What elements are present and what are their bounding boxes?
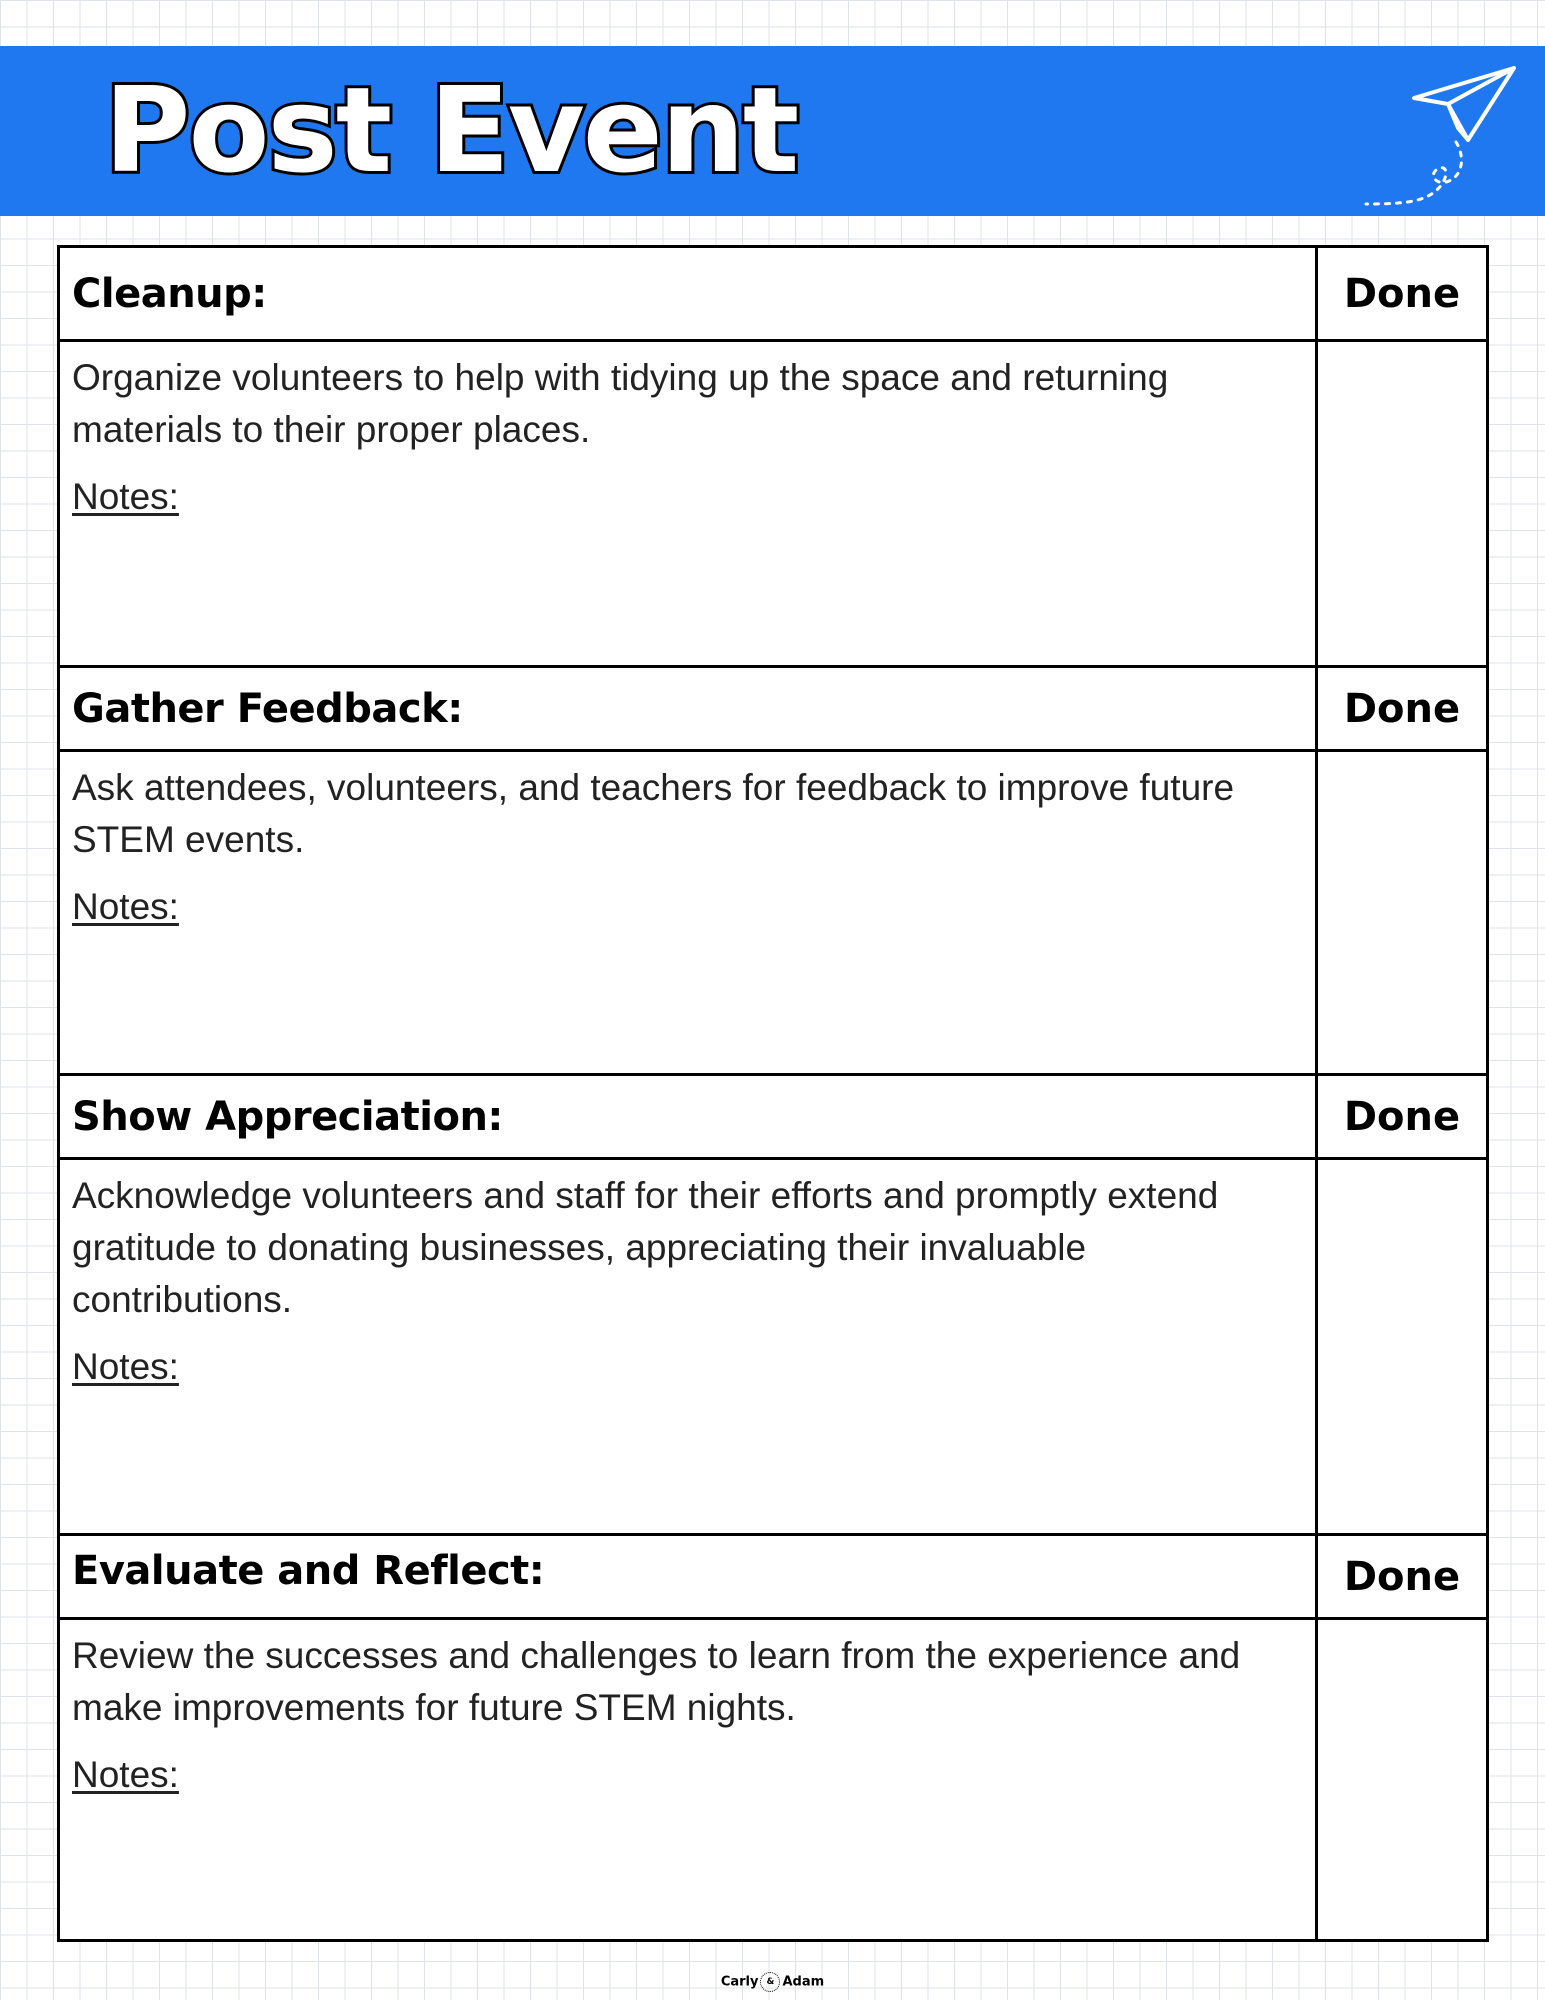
title-banner: [0, 46, 1545, 216]
page-title: Post Event: [104, 61, 798, 199]
done-column-header: Done: [1315, 248, 1486, 339]
section-heading: Cleanup:: [72, 270, 267, 317]
section-body: [60, 342, 1486, 665]
done-checkbox-cell[interactable]: [1315, 1160, 1486, 1533]
done-checkbox-cell[interactable]: [1315, 752, 1486, 1073]
section-body: [60, 1620, 1486, 1939]
brand-name-left: Carly: [720, 1974, 759, 1990]
section-body: [60, 1160, 1486, 1533]
done-column-header: Done: [1315, 668, 1486, 749]
checklist-section-gather-feedback: [60, 665, 1486, 1073]
section-heading: Show Appreciation:: [72, 1093, 503, 1140]
section-description: Organize volunteers to help with tidying up the space and returning materials to their proper places.: [72, 357, 1169, 450]
post-event-checklist: [57, 245, 1489, 1942]
section-description: Acknowledge volunteers and staff for their efforts and promptly extend gratitude to donating businesses, appreciating their invaluable contributions.: [72, 1175, 1219, 1320]
brand-name-right: Adam: [782, 1974, 825, 1990]
section-heading: Evaluate and Reflect:: [72, 1548, 545, 1594]
section-header: [60, 665, 1486, 752]
checklist-section-cleanup: [60, 248, 1486, 665]
section-heading: Gather Feedback:: [72, 685, 463, 732]
brand-mark-icon: &: [760, 1972, 780, 1992]
brand-footer: [0, 1972, 1545, 1992]
checklist-section-show-appreciation: [60, 1073, 1486, 1533]
done-column-header: Done: [1315, 1076, 1486, 1157]
section-header: [60, 248, 1486, 342]
notes-label: Notes:: [72, 1754, 179, 1795]
notes-label: Notes:: [72, 886, 179, 927]
section-body: [60, 752, 1486, 1073]
done-checkbox-cell[interactable]: [1315, 1620, 1486, 1939]
paper-plane-icon: [1358, 54, 1518, 214]
section-header: [60, 1533, 1486, 1620]
notes-label: Notes:: [72, 1346, 179, 1387]
section-header: [60, 1073, 1486, 1160]
section-description: Ask attendees, volunteers, and teachers for feedback to improve future STEM events.: [72, 767, 1235, 860]
done-checkbox-cell[interactable]: [1315, 342, 1486, 665]
checklist-section-evaluate-reflect: [60, 1533, 1486, 1939]
section-description: Review the successes and challenges to learn from the experience and make improvements for future STEM nights.: [72, 1635, 1241, 1728]
done-column-header: Done: [1315, 1536, 1486, 1617]
notes-label: Notes:: [72, 476, 179, 517]
